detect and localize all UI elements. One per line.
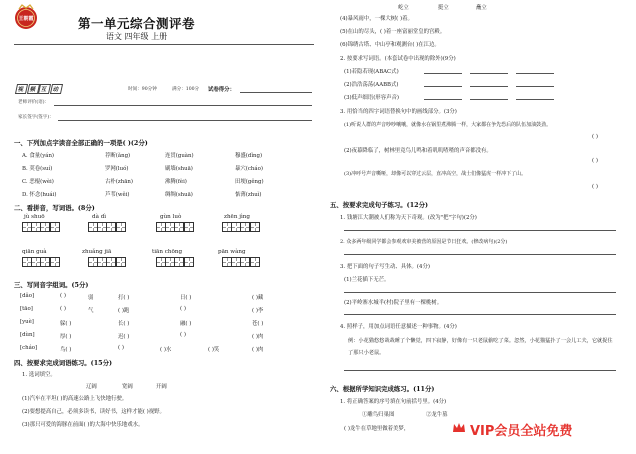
q5-line-2[interactable] bbox=[344, 254, 616, 255]
q6-last-line[interactable]: ( )龙牛在草地里做着美梦， bbox=[344, 426, 410, 432]
q4-fill-1[interactable]: (1)汽车在平坦( )的高速公路上飞快地行驶。 bbox=[22, 396, 128, 402]
q2-pinyin-1: jù shuō bbox=[24, 214, 45, 220]
r-q2-blank-2a[interactable] bbox=[424, 86, 462, 87]
r-q3-sub: 3. 用恰当的四字词语替换句中的画线部分。(3分) bbox=[340, 109, 457, 115]
q2-answer-grid-6[interactable] bbox=[88, 257, 126, 267]
q3-r2-c4[interactable]: ( ) bbox=[180, 306, 186, 312]
q1-b-1: B. 荚卷(suí) bbox=[22, 166, 53, 172]
q3-r2-c2: 气 bbox=[88, 308, 94, 314]
q2-title: 二、看拼音，写词语。(8分) bbox=[14, 204, 95, 212]
parent-sign-line bbox=[58, 120, 312, 121]
r-q3-ans-3[interactable]: ( ) bbox=[592, 184, 598, 190]
r-fill-4[interactable]: (4)暴风雨中，一棵大树( )着。 bbox=[340, 16, 413, 22]
q3-r4-c3[interactable]: 迟( ) bbox=[118, 334, 130, 340]
q1-b-3: 刷墙(shuā) bbox=[165, 166, 193, 172]
q4-word-1: 辽阔 bbox=[86, 384, 97, 390]
q3-r3-c4[interactable]: 融( ) bbox=[180, 321, 192, 327]
r-q2-blank-1b[interactable] bbox=[470, 73, 508, 74]
vip-crown-icon bbox=[451, 420, 467, 436]
r-q3-ans-2[interactable]: ( ) bbox=[592, 158, 598, 164]
q4-word-3: 开阔 bbox=[156, 384, 167, 390]
q3-r4-c5[interactable]: ( )肉 bbox=[252, 334, 264, 340]
brand-seal-icon bbox=[14, 4, 38, 32]
q1-b-2: 罗网(luó) bbox=[105, 166, 129, 172]
q2-pinyin-8: pān wàng bbox=[218, 249, 246, 255]
q4-sub: 1. 选词填空。 bbox=[22, 372, 56, 378]
parent-sign-label: 家长签字(签字)： bbox=[18, 115, 54, 120]
q2-answer-grid-1[interactable] bbox=[22, 222, 60, 232]
title-divider bbox=[14, 44, 314, 45]
r-q2-blank-3c[interactable] bbox=[516, 99, 554, 100]
q1-c-2: 古朴(zhān) bbox=[105, 179, 133, 185]
q2-answer-grid-3[interactable] bbox=[156, 222, 194, 232]
q5-item-3-2: (2)平岭寨水城半(村)院子里有一棵桃树。 bbox=[344, 300, 443, 306]
q1-b-4: 暴穴(cháo) bbox=[235, 166, 263, 172]
q5-line-3[interactable] bbox=[344, 292, 616, 293]
r-q2-item-2: (2)浩浩荡荡(AABB式) bbox=[344, 82, 399, 88]
q5-example: 例：小花猫悠悠哉哉睡了个懒觉，四下寂静，好像有一只老鼠偷吃了菜。忽然，小花猫猛扑了一会儿工夫，它就捉住了那只小老鼠。 bbox=[348, 338, 613, 356]
q2-pinyin-6: zhuǎng jiā bbox=[82, 249, 112, 255]
q3-r3-c3[interactable]: 长( ) bbox=[118, 321, 130, 327]
svg-text:王朝霞: 王朝霞 bbox=[18, 16, 34, 22]
r-q2-item-3: (3)低声细语(形容声音) bbox=[344, 95, 399, 101]
q3-r5-c4[interactable]: ( )水 bbox=[160, 347, 172, 353]
q3-r1-c1[interactable]: ( ) bbox=[60, 293, 66, 299]
brand-logo bbox=[14, 4, 38, 32]
q6-sub: 1. 将正确答案的序号填在句前括号里。(4分) bbox=[340, 399, 447, 405]
q3-r3-sound: [yuè] bbox=[20, 319, 34, 325]
q1-d-2: 芦苇(wěi) bbox=[105, 192, 130, 198]
r-q3-item-1: (1)听说人群的声音吵吵嚷嚷，就像水在锅里煮沸腾一样，大家都在争先恐后的队伍加油鼓劲。 bbox=[344, 122, 552, 128]
q3-r1-c4[interactable]: 日( ) bbox=[180, 295, 192, 301]
score-label: 试卷得分： bbox=[208, 87, 235, 93]
r-q2-blank-1c[interactable] bbox=[516, 73, 554, 74]
q3-title: 三、写同音字组词。(5分) bbox=[14, 281, 89, 289]
q6-option-2: ②龙牛墓 bbox=[426, 412, 448, 418]
q3-r1-c5[interactable]: ( )藏 bbox=[252, 295, 264, 301]
q2-pinyin-4: zhēn jìng bbox=[224, 214, 250, 220]
r-q2-blank-3a[interactable] bbox=[424, 99, 462, 100]
r-word-1: 屹立 bbox=[398, 5, 409, 11]
q2-answer-grid-7[interactable] bbox=[156, 257, 194, 267]
q2-answer-grid-4[interactable] bbox=[222, 222, 260, 232]
q2-pinyin-3: gùn luò bbox=[160, 214, 182, 220]
time-info: 时间：90分钟 bbox=[128, 87, 157, 92]
q5-line-4[interactable] bbox=[344, 314, 616, 315]
total-score-info: 满分：100分 bbox=[172, 87, 200, 92]
q3-r1-sound: [dǎo] bbox=[20, 293, 35, 299]
q1-c-1: C. 恶棍(wèi) bbox=[22, 179, 54, 185]
r-q3-ans-1[interactable]: ( ) bbox=[592, 134, 598, 140]
q4-fill-2[interactable]: (2)要想提高自己，必须多读书，读好书，这样才能( )视野。 bbox=[22, 409, 165, 415]
q3-r2-c3[interactable]: ( )跑 bbox=[118, 308, 130, 314]
video-interact-badge: 视 频 互 动 bbox=[16, 84, 62, 94]
q2-answer-grid-2[interactable] bbox=[88, 222, 126, 232]
teacher-eval-line bbox=[54, 105, 312, 106]
q2-answer-grid-5[interactable] bbox=[22, 257, 60, 267]
q1-a-3: 连贯(guàn) bbox=[165, 153, 194, 159]
q3-r5-c6[interactable]: ( )肉 bbox=[252, 347, 264, 353]
r-fill-6[interactable]: (6)锦绣古塔、中山亭和观测台( )在江边。 bbox=[340, 42, 440, 48]
q6-title: 六、根据所学知识完成练习。(11分) bbox=[330, 385, 435, 393]
q3-r3-c1[interactable]: 躲( ) bbox=[60, 321, 72, 327]
page-title: 第一单元综合测评卷 bbox=[78, 16, 196, 31]
q2-pinyin-2: dà dì bbox=[92, 214, 107, 220]
q2-answer-grid-8[interactable] bbox=[222, 257, 260, 267]
r-fill-5[interactable]: (5)在山的尽头，( )着一座富丽堂皇的宫殿。 bbox=[340, 29, 446, 35]
teacher-eval-label: 老师评价(语)： bbox=[18, 100, 50, 105]
q3-r2-c1[interactable]: ( ) bbox=[60, 306, 66, 312]
q5-item-2: 2. 众多两年级同学都会参观欢审美被营的原因是节日狂欢。(修改病句)(2分) bbox=[340, 239, 508, 245]
r-q2-item-1: (1)若隐若现(ABAC式) bbox=[344, 69, 399, 75]
q4-title: 四、按要求完成词语练习。(15分) bbox=[14, 359, 113, 367]
q1-c-4: 田埂(gěng) bbox=[235, 179, 264, 185]
q5-title: 五、按要求完成句子练习。(12分) bbox=[330, 201, 429, 209]
q1-c-3: 沸腾(fèi) bbox=[165, 179, 187, 185]
q3-r1-c3[interactable]: 打( ) bbox=[118, 295, 130, 301]
q5-item-3: 3. 把下面的句子写生动、具体。(4分) bbox=[340, 264, 430, 270]
q3-r2-sound: [tāo] bbox=[20, 306, 33, 312]
r-q3-item-2: (2)夜幕降临了，树林里竟鸟儿鸣和着叽叽喳喳的声音都没有。 bbox=[344, 148, 492, 154]
q5-item-4: 4. 照样子，用加点词语任意描述一种事物。(4分) bbox=[340, 324, 457, 330]
q3-r4-c1[interactable]: 厚( ) bbox=[60, 334, 72, 340]
score-line bbox=[240, 92, 312, 93]
q3-r1-c2: 弱 bbox=[88, 295, 94, 301]
q5-line-1[interactable] bbox=[344, 230, 616, 231]
q4-fill-3[interactable]: (3)那只可爱的海豚在前面( )的大海中快乐地戏水。 bbox=[22, 422, 144, 428]
q2-pinyin-7: tiān chōng bbox=[152, 249, 183, 255]
q1-a-2: 荐断(ǎng) bbox=[105, 153, 131, 159]
q3-r4-sound: [dùn] bbox=[20, 332, 35, 338]
q5-item-3-1: (1)兰花插下无芒。 bbox=[344, 277, 390, 283]
q3-r2-c5[interactable]: ( )李 bbox=[252, 308, 264, 314]
r-q3-item-3: (3)冲呼号声音嘶哑，却像可以穿过云层，直冲高空，战士们像猛虎一样冲下了山。 bbox=[344, 171, 527, 177]
q1-d-4: 惦薄(zhuì) bbox=[235, 192, 262, 198]
q3-r5-sound: [cháo] bbox=[20, 345, 38, 351]
r-q2-blank-1a[interactable] bbox=[424, 73, 462, 74]
q1-title: 一、下列加点字读音全部正确的一项是( )(2分) bbox=[14, 139, 148, 147]
q1-d-3: 绸绸(shuā) bbox=[165, 192, 193, 198]
r-word-3: 矗立 bbox=[476, 5, 487, 11]
q3-r4-c4[interactable]: ( ) bbox=[180, 332, 186, 338]
q1-a-4: 穆盛(dǐng) bbox=[235, 153, 263, 159]
page-subtitle: 语文 四年级 上册 bbox=[106, 32, 168, 41]
q3-r3-c5[interactable]: 苍( ) bbox=[252, 321, 264, 327]
vip-watermark[interactable]: VIP会员全站免费 bbox=[470, 424, 573, 439]
q5-line-5[interactable] bbox=[344, 370, 616, 371]
q2-pinyin-5: qiān guà bbox=[22, 249, 47, 255]
q1-d-1: D. 怀念(huái) bbox=[22, 192, 57, 198]
r-q2-blank-2c[interactable] bbox=[516, 86, 554, 87]
r-word-2: 挺立 bbox=[438, 5, 449, 11]
q3-r5-c5[interactable]: ( )笑 bbox=[208, 347, 220, 353]
q5-item-1: 1. 钱塘江大潮被人们称为天下奇观。(改为"把"字句)(2分) bbox=[340, 215, 477, 221]
q6-option-1: ①雕鸟归巢图 bbox=[362, 412, 395, 418]
r-q2-blank-2b[interactable] bbox=[470, 86, 508, 87]
r-q2-sub: 2. 按要求写词语。(本套试卷中出现的除外)(9分) bbox=[340, 56, 456, 62]
q3-r5-c1[interactable]: 鸟( ) bbox=[60, 347, 72, 353]
q4-word-2: 宽阔 bbox=[122, 384, 133, 390]
q3-r5-c3[interactable]: ( ) bbox=[118, 345, 124, 351]
q1-a-1: A. 食量(yán) bbox=[22, 153, 55, 159]
r-q2-blank-3b[interactable] bbox=[470, 99, 508, 100]
